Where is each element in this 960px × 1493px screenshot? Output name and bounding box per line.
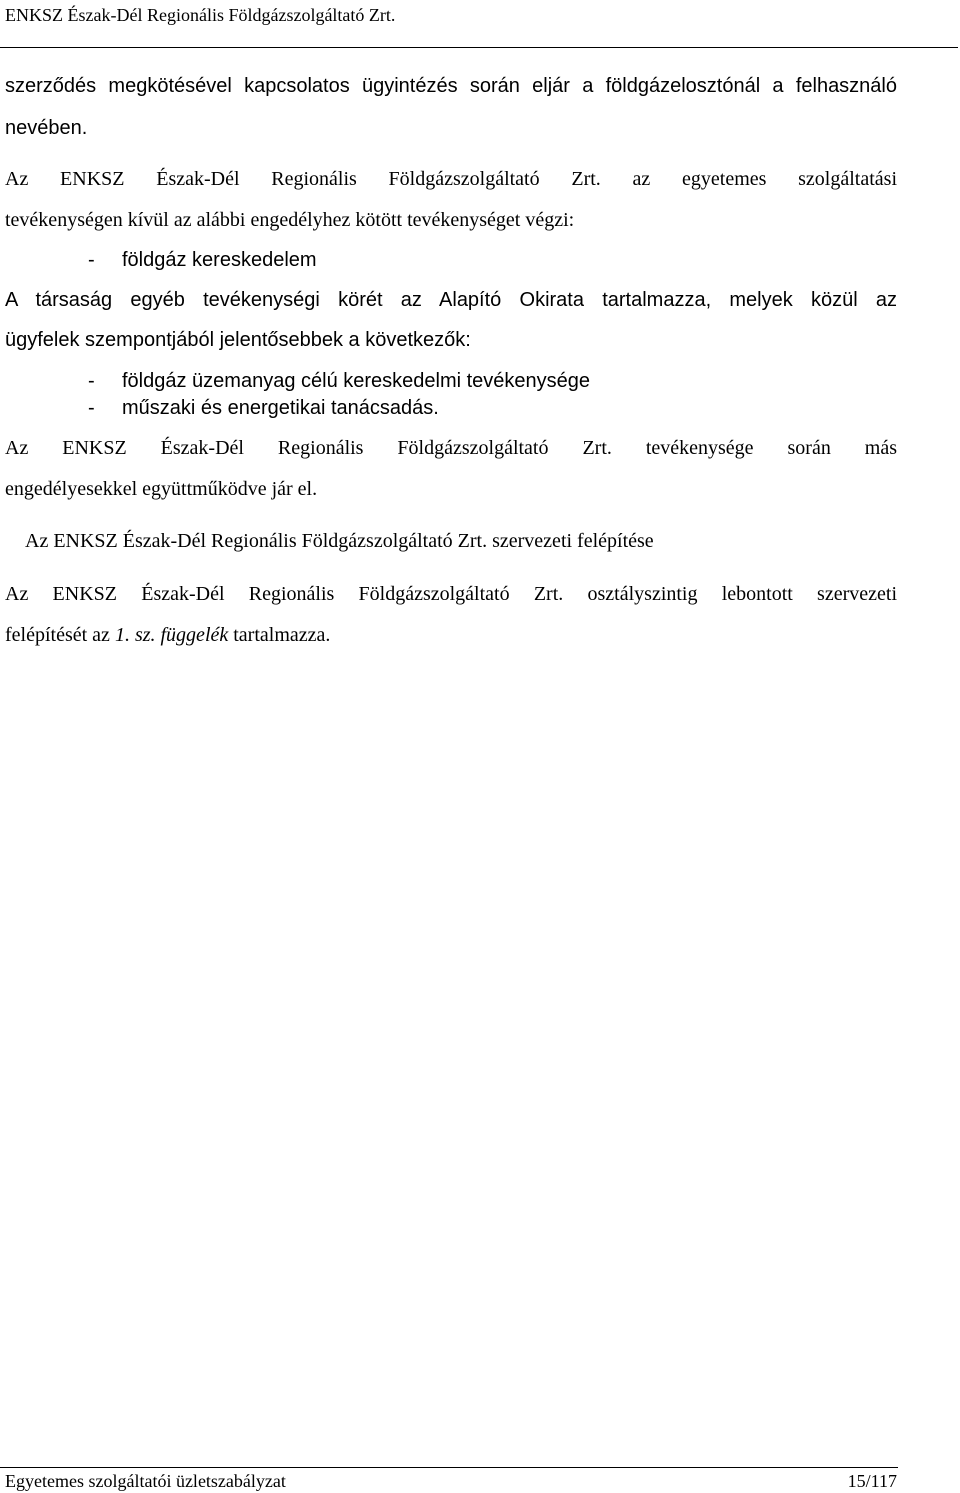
paragraph-1-line-2: nevében.: [5, 117, 88, 139]
paragraph-5-line-2: [5, 623, 897, 647]
section-heading: Az ENKSZ Észak-Dél Regionális Földgázszolgáltató Zrt. szervezeti felépítése: [25, 530, 654, 552]
dash-bullet-icon: -: [88, 249, 95, 271]
paragraph-4-line-1: Az ENKSZ Észak-Dél Regionális Földgázszolgáltató Zrt. tevékenysége során más: [5, 437, 897, 459]
paragraph-1-line-1: szerződés megkötésével kapcsolatos ügyintézés során eljár a földgázelosztónál a felhasználó: [5, 75, 897, 97]
paragraph-5-line-1: Az ENKSZ Észak-Dél Regionális Földgázszolgáltató Zrt. osztályszintig lebontott szervezeti: [5, 583, 897, 605]
paragraph-3-line-1: A társaság egyéb tevékenységi körét az Alapító Okirata tartalmazza, melyek közül az: [5, 289, 897, 311]
dash-bullet-icon: -: [88, 397, 95, 419]
paragraph-5-text-pre: felépítését az: [5, 624, 110, 646]
header-divider: [0, 47, 958, 48]
footer-page-number: 15/117: [847, 1471, 897, 1491]
list-item-text: földgáz üzemanyag célú kereskedelmi tevékenysége: [122, 370, 591, 392]
paragraph-2-line-2: tevékenységen kívül az alábbi engedélyhez kötött tevékenységet végzi:: [5, 209, 575, 231]
paragraph-4-line-2: engedélyesekkel együttműködve jár el.: [5, 478, 318, 500]
footer-document-title: Egyetemes szolgáltatói üzletszabályzat: [5, 1471, 286, 1491]
list-item-text: földgáz kereskedelem: [122, 249, 317, 271]
appendix-reference: 1. sz. függelék: [114, 624, 229, 646]
dash-bullet-icon: -: [88, 370, 95, 392]
page-header-title: ENKSZ Észak-Dél Regionális Földgázszolgáltató Zrt.: [5, 5, 396, 25]
paragraph-5-text-post: tartalmazza.: [233, 624, 331, 646]
paragraph-3-line-2: ügyfelek szempontjából jelentősebbek a következők:: [5, 329, 471, 351]
paragraph-2-line-1: Az ENKSZ Észak-Dél Regionális Földgázszolgáltató Zrt. az egyetemes szolgáltatási: [5, 168, 897, 190]
list-item-text: műszaki és energetikai tanácsadás.: [122, 397, 439, 419]
footer-divider: [0, 1467, 898, 1468]
